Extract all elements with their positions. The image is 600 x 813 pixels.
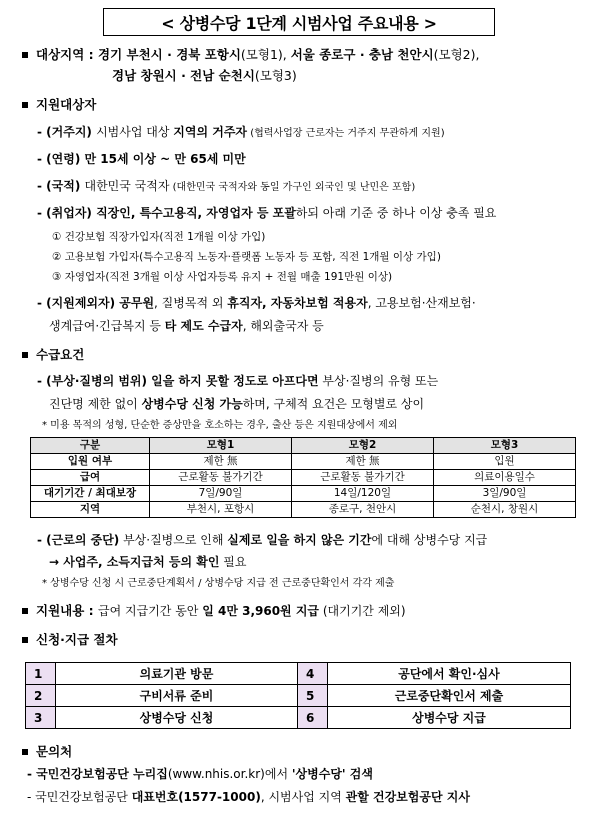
work-stop-line1 — [37, 532, 487, 548]
scope-line2 — [49, 396, 424, 412]
table-header-cell: 모형1 — [150, 438, 292, 454]
work-stop-note: * 상병수당 신청 시 근로중단계획서 / 상병수당 지급 전 근로중단확인서 각각 제출 — [42, 578, 395, 589]
scope-text3: 하며, 구체적 요건은 모형별로 상이 — [242, 397, 425, 411]
scope-bold2: 상병수당 신청 가능 — [141, 397, 243, 411]
employment-bold: - (취업자) 직장인, 특수고용직, 자영업자 등 포괄 — [37, 206, 296, 220]
exclusion-text1: , 질병목적 외 — [154, 296, 228, 310]
procedure-row — [26, 685, 571, 707]
square-bullet-icon — [22, 352, 28, 358]
exclusion-bold2: 휴직자, 자동차보험 적용자 — [227, 296, 368, 310]
nationality-text: 대한민국 국적자 — [84, 179, 170, 193]
table-row — [31, 470, 576, 486]
table-cell: 3일/90일 — [434, 486, 576, 502]
table-row — [31, 454, 576, 470]
support-target-heading — [22, 97, 96, 113]
benefit-text2: (대기기간 제외) — [319, 604, 406, 618]
procedure-row — [26, 707, 571, 729]
exclusion-line1 — [37, 295, 476, 311]
target-area-part2: 서울 종로구 · 충남 천안시 — [290, 47, 434, 62]
exclusion-bold1: - (지원제외자) 공무원 — [37, 296, 155, 310]
step-label: 의료기관 방문 — [56, 663, 298, 685]
table-cell: 7일/90일 — [150, 486, 292, 502]
table-cell: 제한 無 — [150, 454, 292, 470]
work-stop-bold3: → 사업주, 소득지급처 등의 확인 — [49, 555, 220, 569]
model-table-header — [31, 438, 576, 454]
target-area-part1: 경기 부천시 · 경북 포항시 — [98, 47, 241, 62]
page-title: < 상병수당 1단계 시범사업 주요내용 > — [103, 8, 495, 36]
criteria-item-2: ② 고용보험 가입자(특수고용직 노동자·플랫폼 노동자 등 포함, 직전 1개월 이상 가입) — [52, 251, 441, 263]
target-area-model2: (모형2), — [433, 47, 480, 62]
target-area-model1: (모형1), — [240, 47, 291, 62]
employment-text: 하되 아래 기준 중 하나 이상 충족 필요 — [295, 206, 497, 220]
table-row-header: 입원 여부 — [31, 454, 150, 470]
step-number: 3 — [26, 707, 56, 729]
contact-branch: 관할 건강보험공단 지사 — [345, 790, 470, 804]
target-area-line1 — [22, 47, 479, 63]
square-bullet-icon — [22, 749, 28, 755]
criteria-item-3: ③ 자영업자(직전 3개월 이상 사업자등록 유지 + 전월 매출 191만원 이상) — [52, 271, 393, 283]
target-area-heading: 대상지역 : — [36, 47, 99, 62]
target-area-part3: 경남 창원시 · 전남 순천시 — [112, 68, 255, 83]
exclusion-text3: 생계급여·긴급복지 등 — [49, 319, 165, 333]
table-header-cell: 모형3 — [434, 438, 576, 454]
scope-bold1: - (부상·질병의 범위) 일을 하지 못할 정도로 아프다면 — [37, 374, 319, 388]
work-stop-line2 — [49, 554, 246, 570]
residence-label: - (거주지) — [37, 125, 97, 139]
work-stop-bold1: - (근로의 중단) — [37, 533, 120, 547]
employment-line — [37, 205, 496, 221]
work-stop-text1: 부상·질병으로 인해 — [119, 533, 228, 547]
procedure-heading-text: 신청·지급 절차 — [36, 632, 118, 647]
work-stop-text3: 필요 — [219, 555, 247, 569]
table-cell: 근로활동 불가기간 — [150, 470, 292, 486]
table-cell: 제한 無 — [292, 454, 434, 470]
scope-text1: 부상·질병의 유형 또는 — [318, 374, 439, 388]
table-cell: 순천시, 창원시 — [434, 502, 576, 518]
contact-heading-text: 문의처 — [36, 744, 73, 759]
table-row-header: 대기기간 / 최대보장 — [31, 486, 150, 502]
procedure-table — [25, 662, 571, 729]
procedure-row — [26, 663, 571, 685]
procedure-heading — [22, 632, 118, 648]
work-stop-bold2: 실제로 일을 하지 않은 기간 — [227, 533, 372, 547]
age-line: - (연령) 만 15세 이상 ~ 만 65세 미만 — [37, 152, 246, 166]
exclusion-bold3: 타 제도 수급자 — [164, 319, 243, 333]
exclusion-text2: , 고용보험·산재보험· — [367, 296, 476, 310]
contact-line1 — [27, 766, 373, 782]
contact-bold1: - 국민건강보험공단 누리집 — [27, 767, 168, 781]
table-row — [31, 502, 576, 518]
scope-note: * 미용 목적의 성형, 단순한 증상만을 호소하는 경우, 출산 등은 지원대상에서 제외 — [42, 420, 398, 431]
table-row-header: 급여 — [31, 470, 150, 486]
scope-text2: 진단명 제한 없이 — [49, 397, 142, 411]
table-cell: 입원 — [434, 454, 576, 470]
table-header-cell: 구분 — [31, 438, 150, 454]
square-bullet-icon — [22, 608, 28, 614]
step-label: 공단에서 확인·심사 — [328, 663, 571, 685]
square-bullet-icon — [22, 52, 28, 58]
step-label: 근로중단확인서 제출 — [328, 685, 571, 707]
residence-note: (협력사업장 근로자는 거주지 무관하게 지원) — [247, 128, 445, 139]
contact-phone: 대표번호(1577-1000) — [131, 790, 261, 804]
step-number: 1 — [26, 663, 56, 685]
contact-line2 — [27, 789, 470, 805]
table-cell: 근로활동 불가기간 — [292, 470, 434, 486]
contact-heading — [22, 744, 72, 760]
table-row — [31, 486, 576, 502]
square-bullet-icon — [22, 102, 28, 108]
nationality-line — [37, 178, 415, 196]
target-area-line2 — [112, 68, 297, 84]
benefit-text1: 급여 지급기간 동안 — [98, 604, 203, 618]
criteria-item-1: ① 건강보험 직장가입자(직전 1개월 이상 가입) — [52, 231, 266, 243]
step-number: 2 — [26, 685, 56, 707]
exclusion-text4: , 해외출국자 등 — [242, 319, 324, 333]
contact-text2: , 시범사업 지역 — [260, 790, 346, 804]
step-number: 4 — [298, 663, 328, 685]
table-header-cell: 모형2 — [292, 438, 434, 454]
exclusion-line2 — [49, 318, 324, 334]
nationality-label: - (국적) — [37, 179, 85, 193]
contact-bold2: '상병수당' 검색 — [291, 767, 373, 781]
step-label: 구비서류 준비 — [56, 685, 298, 707]
step-number: 6 — [298, 707, 328, 729]
residence-bold: 지역의 거주자 — [173, 125, 248, 139]
benefit-amount: 일 4만 3,960원 지급 — [202, 604, 320, 618]
eligibility-heading-text: 수급요건 — [36, 347, 85, 362]
step-label: 상병수당 지급 — [328, 707, 571, 729]
table-cell: 14일/120일 — [292, 486, 434, 502]
nationality-note: (대한민국 국적자와 동일 가구인 외국인 및 난민은 포함) — [169, 182, 416, 193]
target-area-model3: (모형3) — [254, 68, 297, 83]
contact-website: (www.nhis.or.kr)에서 — [167, 767, 292, 781]
table-row-header: 지역 — [31, 502, 150, 518]
scope-line1 — [37, 373, 438, 389]
eligibility-heading — [22, 347, 84, 363]
residence-text: 시범사업 대상 — [96, 125, 174, 139]
step-label: 상병수당 신청 — [56, 707, 298, 729]
benefit-heading: 지원내용 : — [36, 603, 99, 618]
step-number: 5 — [298, 685, 328, 707]
support-target-heading-text: 지원대상자 — [36, 97, 97, 112]
residence-line — [37, 124, 445, 142]
table-cell: 의료이용일수 — [434, 470, 576, 486]
table-cell: 부천시, 포항시 — [150, 502, 292, 518]
contact-text1: - 국민건강보험공단 — [27, 790, 132, 804]
model-table — [30, 437, 576, 518]
table-cell: 종로구, 천안시 — [292, 502, 434, 518]
square-bullet-icon — [22, 637, 28, 643]
benefit-line — [22, 603, 406, 619]
work-stop-text2: 에 대해 상병수당 지급 — [371, 533, 488, 547]
